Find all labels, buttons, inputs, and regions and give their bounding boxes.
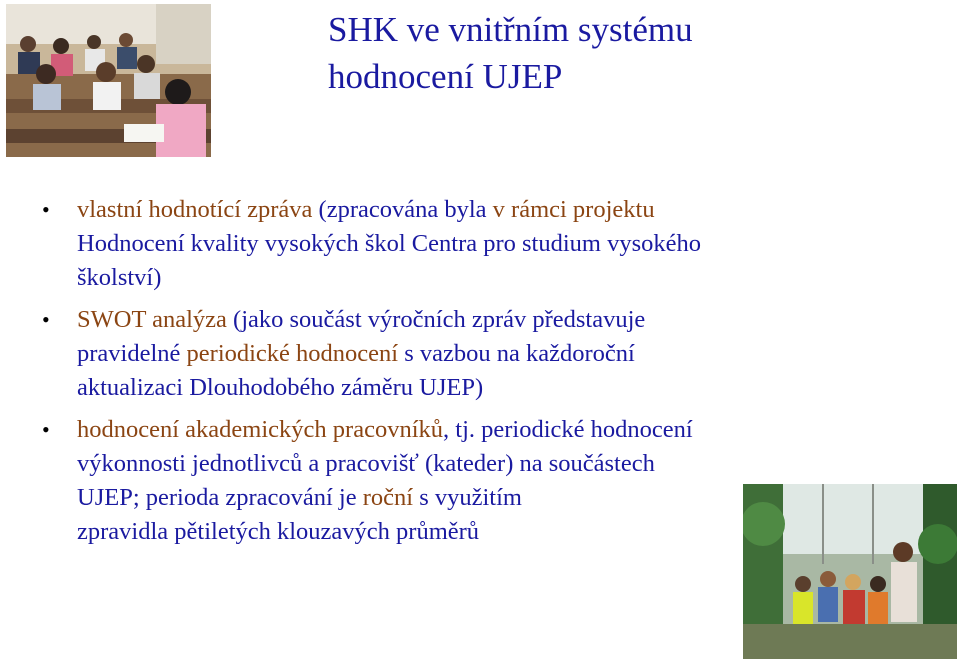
bullet-item-self-evaluation	[40, 193, 940, 295]
bullet-text: (jako součást výročních zpráv představuje	[226, 306, 646, 333]
bullet-text: zpravidla pětiletých klouzavých průměrů	[77, 518, 480, 545]
bullet-text: Hodnocení kvality vysokých škol Centra pro studium vysokého	[77, 230, 701, 257]
title-line-1: SHK ve vnitřním systému	[328, 10, 693, 49]
bullet-text: s využitím	[413, 484, 522, 511]
title-line-2: hodnocení UJEP	[328, 57, 563, 96]
bullet-text: školství)	[77, 264, 162, 291]
bullet-text: pravidelné	[77, 340, 187, 367]
bullet-dot-icon: •	[42, 197, 50, 222]
bullet-dot-icon: •	[42, 417, 50, 442]
bullet-text: (zpracována byla	[312, 196, 493, 223]
highlight-text: roční	[362, 484, 414, 511]
highlight-text: periodické hodnocení	[186, 340, 399, 367]
bullet-item-swot	[40, 303, 940, 405]
highlight-text: SWOT analýza	[77, 306, 227, 333]
bullet-text: UJEP; perioda zpracování je	[77, 484, 363, 511]
bullet-text: výkonnosti jednotlivců a pracovišť (kateder) na součástech	[77, 450, 655, 477]
highlight-text: vlastní hodnotící zpráva	[77, 196, 313, 223]
greenhouse-photo	[743, 484, 957, 659]
slide-title	[328, 6, 928, 100]
classroom-photo	[6, 4, 211, 157]
highlight-text: v rámci projektu	[492, 196, 655, 223]
bullet-text: , tj. periodické hodnocení	[443, 416, 693, 443]
highlight-text: hodnocení akademických pracovníků	[77, 416, 444, 443]
bullet-text: s vazbou na každoroční	[398, 340, 635, 367]
bullet-text: aktualizaci Dlouhodobého záměru UJEP)	[77, 374, 484, 401]
bullet-dot-icon: •	[42, 307, 50, 332]
